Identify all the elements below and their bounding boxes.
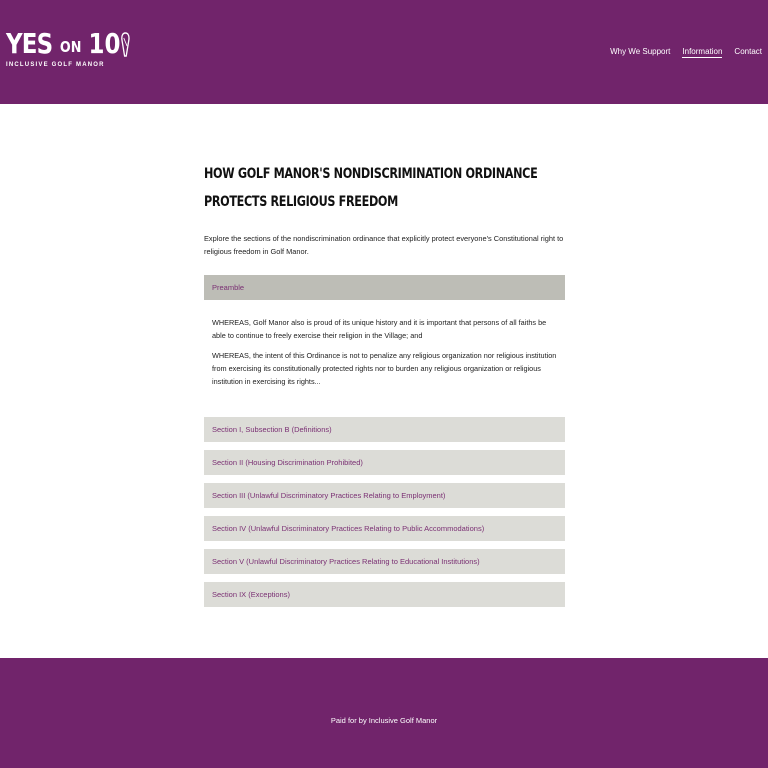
accordion-header-section-ii[interactable]: Section II (Housing Discrimination Prohibited) [204,450,565,475]
footer-paid-for-text: Paid for by Inclusive Golf Manor [330,716,438,725]
site-logo[interactable] [6,27,124,68]
nav-information[interactable]: Information [682,47,723,56]
accordion-header-section-v[interactable]: Section V (Unlawful Discriminatory Practices Relating to Educational Institutions) [204,549,565,574]
main-content [204,160,565,615]
accordion-header-section-i[interactable]: Section I, Subsection B (Definitions) [204,417,565,442]
site-footer [0,658,768,768]
logo-number-text: 10 [88,27,121,60]
preamble-paragraph-1: WHEREAS, Golf Manor also is proud of its unique history and it is important that persons of all faiths be able to continue to freely exercise their religion in the Village; and [212,318,547,340]
accordion-preamble [204,275,565,411]
preamble-paragraph-2: WHEREAS, the intent of this Ordinance is not to penalize any religious organization nor religious institution from exercising its constitutionally protected rights nor to burden any religious organization or religious institution in exercising its rights... [212,351,557,386]
accordion-header-section-iii[interactable]: Section III (Unlawful Discriminatory Practices Relating to Employment) [204,483,565,508]
main-nav [610,47,762,58]
accordion-body-preamble [204,300,565,411]
site-header [0,0,768,104]
nav-contact[interactable]: Contact [734,47,762,56]
accordion-header-section-iv[interactable]: Section IV (Unlawful Discriminatory Practices Relating to Public Accommodations) [204,516,565,541]
accordion-header-section-ix[interactable]: Section IX (Exceptions) [204,582,565,607]
logo-wordmark [6,27,124,60]
intro-text: Explore the sections of the nondiscrimination ordinance that explicitly protect everyone's Constitutional right to religious freedom in Golf Manor. [204,234,564,256]
golf-tee-icon [121,32,131,58]
logo-yes: YES [6,27,53,60]
logo-subtitle: INCLUSIVE GOLF MANOR [6,62,105,68]
accordion-list [204,417,565,607]
accordion-header-preamble[interactable]: Preamble [204,275,565,300]
logo-number [88,27,121,60]
logo-on: ON [59,38,82,56]
page-title: HOW GOLF MANOR'S NONDISCRIMINATION ORDINANCE PROTECTS RELIGIOUS FREEDOM [204,166,538,210]
nav-why-we-support[interactable]: Why We Support [610,47,671,56]
